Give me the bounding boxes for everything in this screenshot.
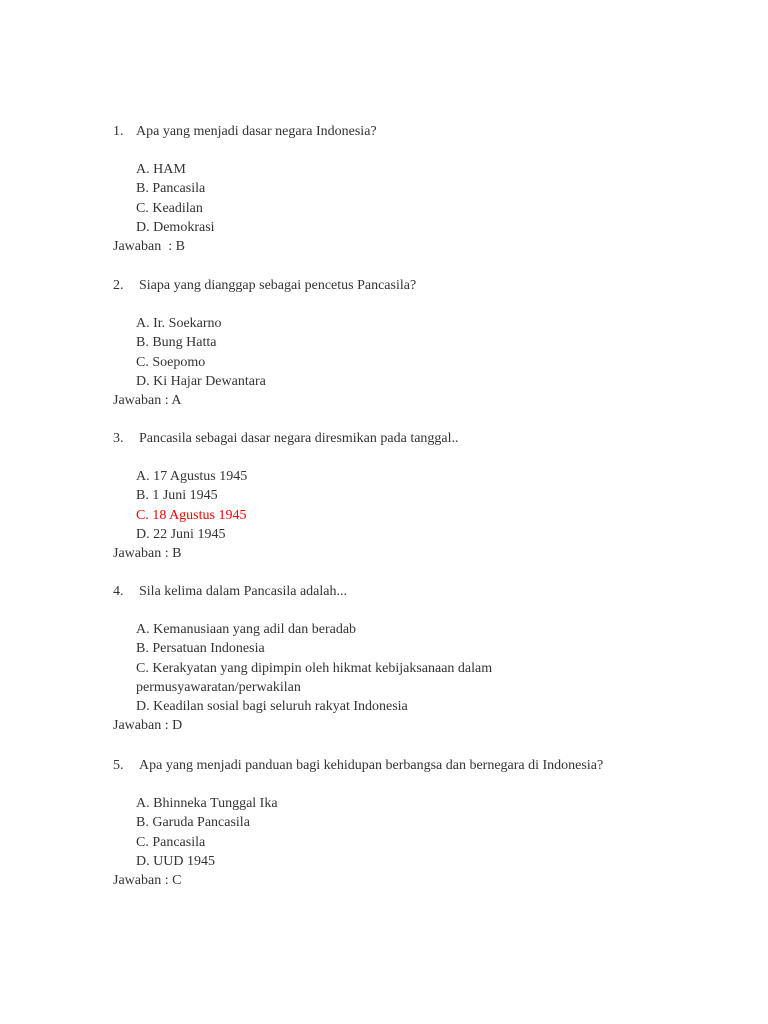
option-d: D. Ki Hajar Dewantara: [136, 373, 266, 389]
question-line: [113, 756, 673, 775]
option-a: A. Ir. Soekarno: [136, 316, 222, 331]
answer-line: Jawaban : D: [113, 718, 183, 734]
question-4: [113, 582, 673, 736]
option-b: B. Pancasila: [136, 181, 206, 197]
option-d: D. Demokrasi: [136, 219, 215, 235]
question-2: [113, 276, 673, 410]
question-line: [113, 122, 673, 141]
answer-line: Jawaban : C: [113, 873, 182, 889]
question-text: Apa yang menjadi panduan bagi kehidupan berbangsa dan bernegara di Indonesia?: [139, 758, 604, 773]
question-line: [113, 276, 673, 295]
options-list: [113, 620, 673, 716]
option-b: B. Bung Hatta: [136, 335, 217, 351]
question-1: [113, 122, 673, 256]
question-5: [113, 756, 673, 890]
option-d: D. Keadilan sosial bagi seluruh rakyat Indonesia: [136, 699, 408, 715]
options-list: [113, 467, 673, 544]
question-text: Sila kelima dalam Pancasila adalah...: [139, 584, 347, 599]
question-line: [113, 429, 673, 448]
options-list: [113, 314, 673, 391]
option-a: A. 17 Agustus 1945: [136, 469, 248, 484]
option-a: A. Kemanusiaan yang adil dan beradab: [136, 622, 357, 637]
option-d: D. UUD 1945: [136, 853, 215, 869]
question-number: 3.: [113, 431, 124, 446]
option-d: D. 22 Juni 1945: [136, 526, 226, 542]
option-a: A. HAM: [136, 162, 186, 177]
question-text: Siapa yang dianggap sebagai pencetus Pancasila?: [139, 278, 417, 293]
answer-line: Jawaban : B: [113, 546, 182, 562]
option-c: C. Kerakyatan yang dipimpin oleh hikmat kebijaksanaan dalam permusyawaratan/perwakilan: [136, 660, 493, 695]
question-number: 2.: [113, 278, 124, 293]
option-c: C. Pancasila: [136, 834, 206, 850]
question-number: 1.: [113, 124, 124, 139]
options-list: [113, 794, 673, 871]
options-list: [113, 160, 673, 237]
option-c: C. Keadilan: [136, 200, 203, 216]
answer-line: Jawaban : A: [113, 393, 182, 409]
option-b: B. Garuda Pancasila: [136, 815, 250, 831]
option-c: C. Soepomo: [136, 354, 206, 370]
question-text: Pancasila sebagai dasar negara diresmikan pada tanggal..: [139, 431, 459, 446]
answer-line: Jawaban : B: [113, 239, 185, 255]
option-b: B. 1 Juni 1945: [136, 488, 218, 504]
option-c-highlighted: C. 18 Agustus 1945: [136, 507, 247, 523]
question-line: [113, 582, 673, 601]
option-a: A. Bhinneka Tunggal Ika: [136, 796, 278, 811]
question-number: 5.: [113, 758, 124, 773]
question-3: [113, 429, 673, 563]
question-text: Apa yang menjadi dasar negara Indonesia?: [136, 124, 377, 139]
option-b: B. Persatuan Indonesia: [136, 641, 265, 657]
question-number: 4.: [113, 584, 124, 599]
